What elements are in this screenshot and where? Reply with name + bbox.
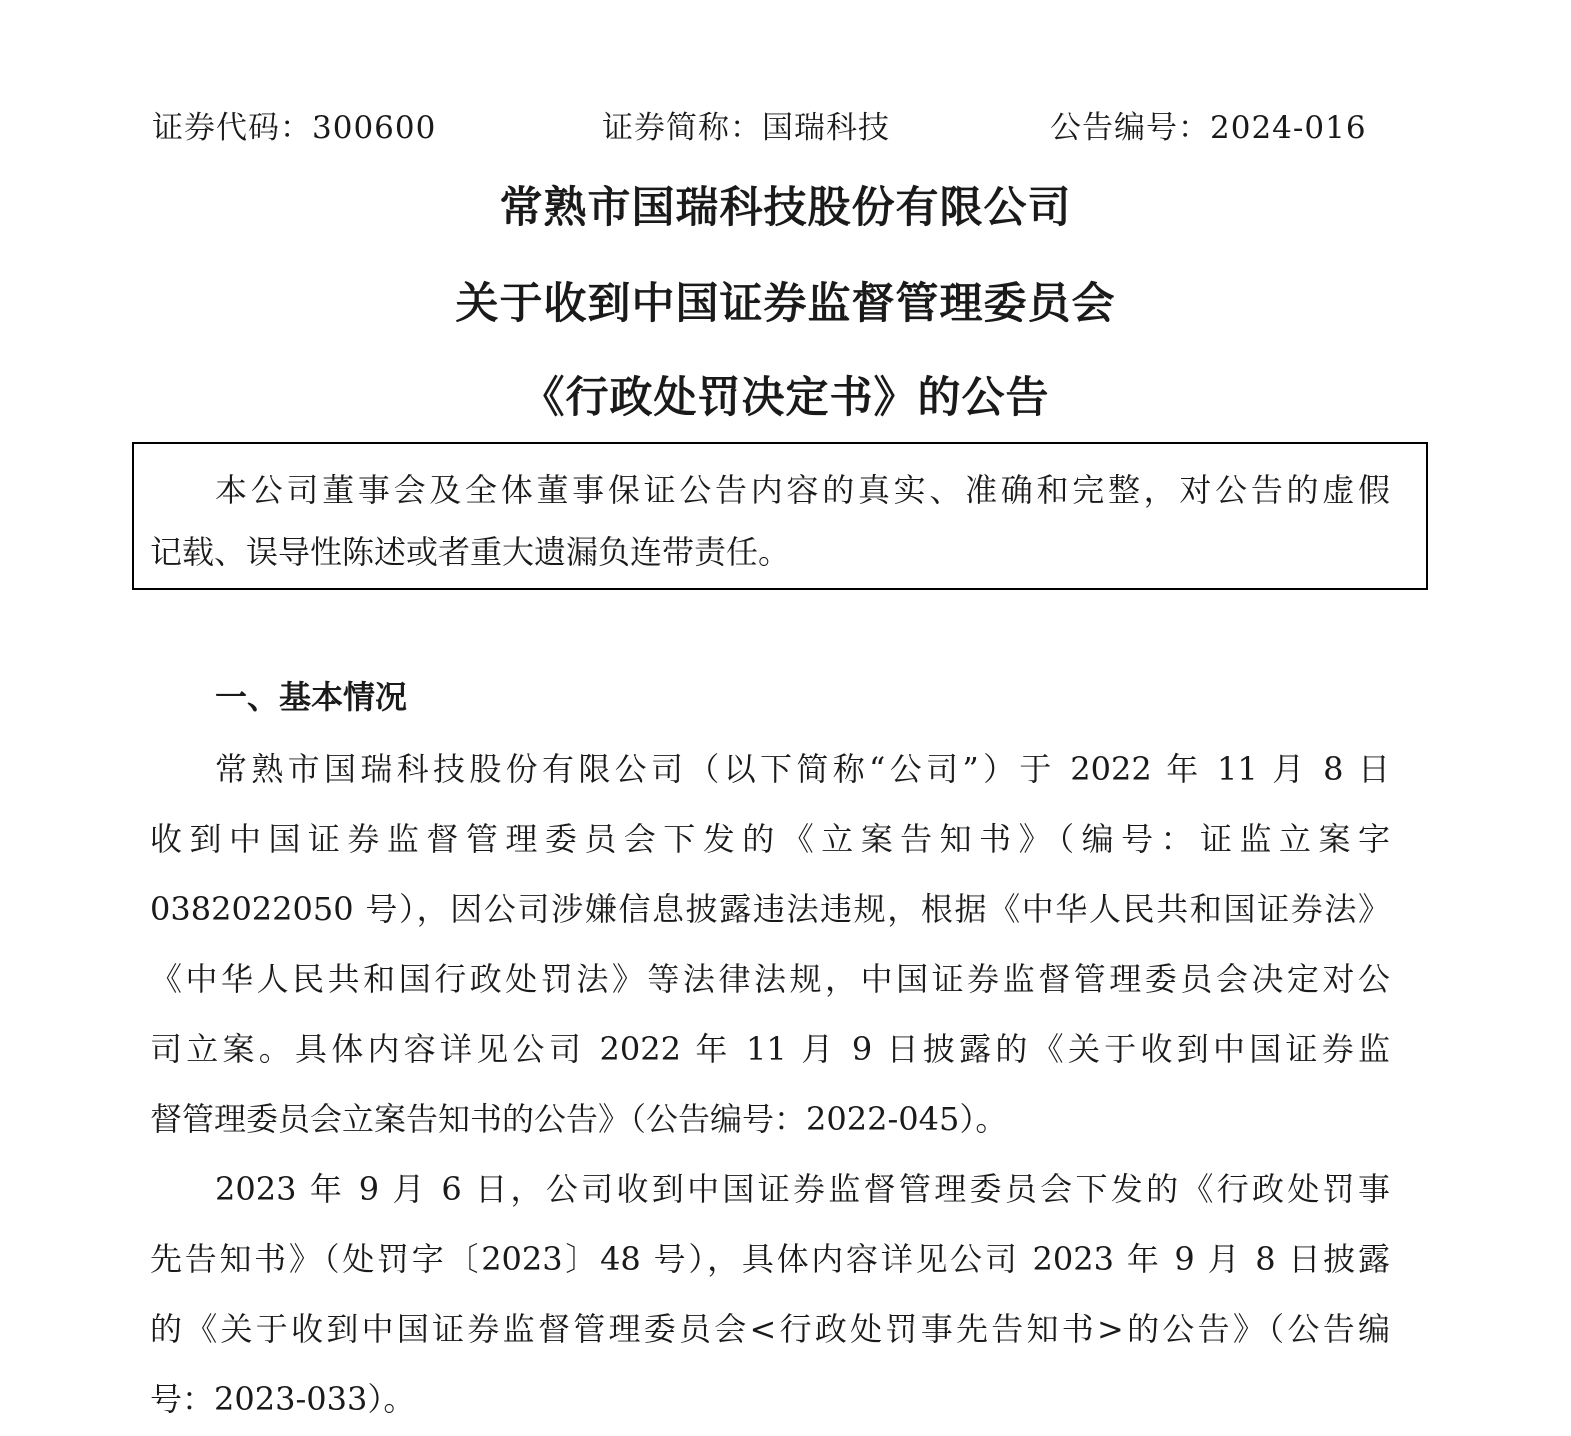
section-heading: 一、基本情况: [215, 678, 408, 716]
paragraph-line: 督管理委员会立案告知书的公告》（公告编号：2022-045）。: [150, 1100, 1008, 1138]
paragraph-line: 收到中国证券监督管理委员会下发的《立案告知书》（编号：证监立案字: [150, 820, 1390, 858]
security-code: 证券代码：300600: [152, 110, 437, 146]
paragraph-line: 先告知书》（处罚字〔2023〕48 号），具体内容详见公司 2023 年 9 月 8 日披露: [150, 1240, 1390, 1278]
paragraph-line: 号：2023-033）。: [150, 1380, 416, 1418]
title-company: 常熟市国瑞科技股份有限公司: [499, 183, 1072, 233]
paragraph-line: 《中华人民共和国行政处罚法》等法律法规，中国证券监督管理委员会决定对公: [150, 960, 1390, 998]
title-subject: 关于收到中国证券监督管理委员会: [455, 279, 1116, 329]
disclaimer-line: 记载、误导性陈述或者重大遗漏负连带责任。: [150, 533, 791, 571]
disclaimer-line: 本公司董事会及全体董事保证公告内容的真实、准确和完整，对公告的虚假: [215, 471, 1390, 509]
security-short-name: 证券简称：国瑞科技: [602, 110, 890, 146]
announcement-number: 公告编号：2024-016: [1050, 110, 1367, 146]
paragraph-line: 0382022050 号），因公司涉嫌信息披露违法违规，根据《中华人民共和国证券法》: [150, 890, 1390, 928]
paragraph-line: 2023 年 9 月 6 日，公司收到中国证券监督管理委员会下发的《行政处罚事: [215, 1170, 1390, 1208]
paragraph-line: 常熟市国瑞科技股份有限公司（以下简称“公司”）于 2022 年 11 月 8 日: [215, 750, 1390, 788]
paragraph-line: 的《关于收到中国证券监督管理委员会<行政处罚事先告知书>的公告》（公告编: [150, 1310, 1390, 1348]
title-document: 《行政处罚决定书》的公告: [521, 373, 1050, 423]
paragraph-line: 司立案。具体内容详见公司 2022 年 11 月 9 日披露的《关于收到中国证券监: [150, 1030, 1390, 1068]
